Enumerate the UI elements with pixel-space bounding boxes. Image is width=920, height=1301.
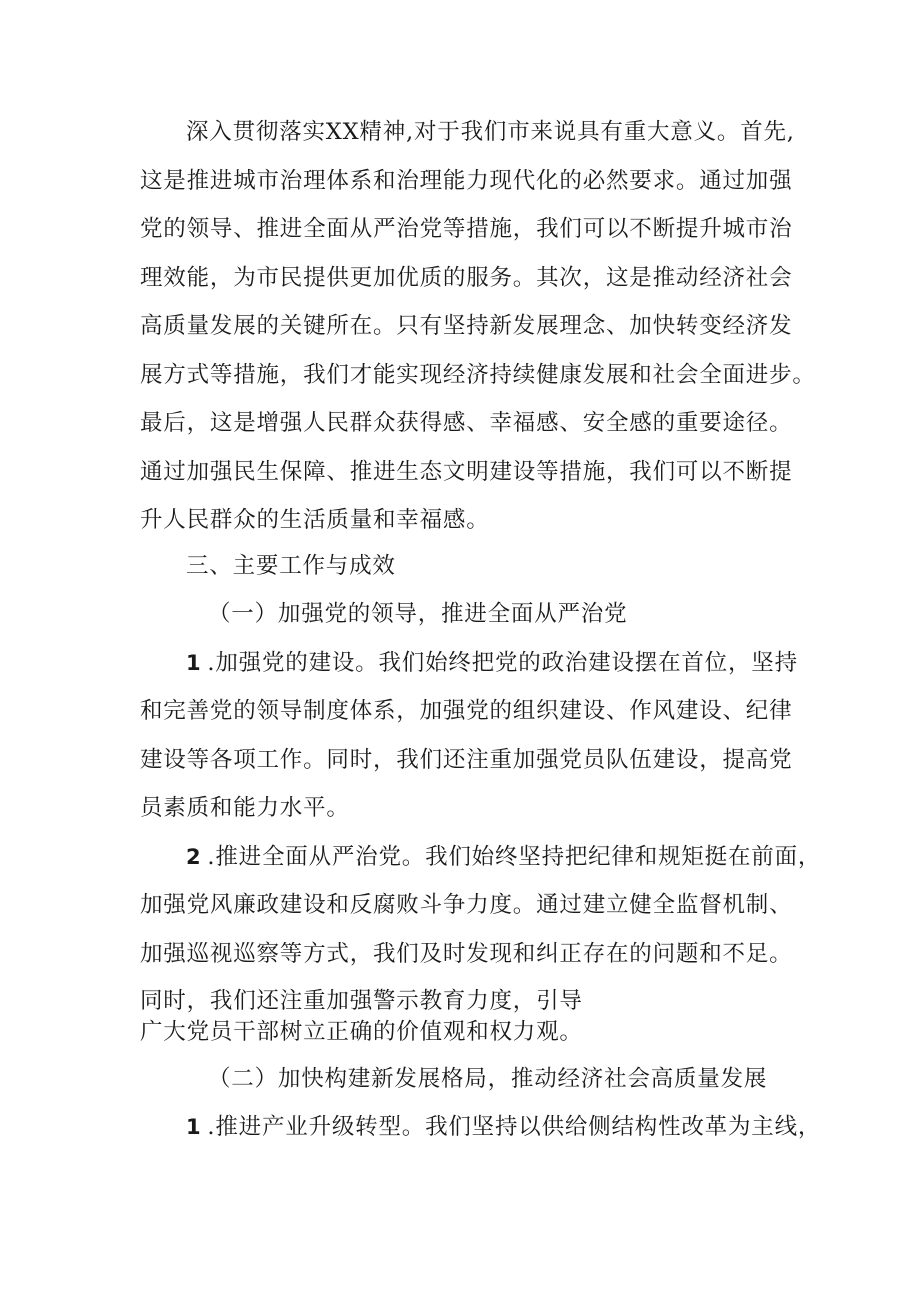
paragraph-line: 加强巡视巡察等方式，我们及时发现和纠正存在的问题和不足。	[140, 941, 793, 967]
item-text: .推进产业升级转型。我们坚持以供给侧结构性改革为主线，	[207, 1114, 822, 1140]
paragraph-line: 建设等各项工作。同时，我们还注重加强党员队伍建设，提高党	[140, 747, 793, 773]
paragraph-line: 理效能，为市民提供更加优质的服务。其次，这是推动经济社会	[140, 265, 793, 291]
paragraph-line: 高质量发展的关键所在。只有坚持新发展理念、加快转变经济发	[140, 313, 793, 339]
paragraph-line: 员素质和能力水平。	[140, 795, 350, 821]
paragraph-line: 广大党员干部树立正确的价值观和权力观。	[140, 1019, 583, 1045]
list-item-first-line	[186, 842, 821, 872]
paragraph-line: 党的领导、推进全面从严治党等措施，我们可以不断提升城市治	[140, 216, 793, 242]
paragraph-line: 展方式等措施，我们才能实现经济持续健康发展和社会全面进步。	[140, 362, 816, 388]
paragraph-line: 通过加强民生保障、推进生态文明建设等措施，我们可以不断提	[140, 459, 793, 485]
list-item-first-line	[186, 1112, 821, 1142]
paragraph-line: 加强党风廉政建设和反腐败斗争力度。通过建立健全监督机制、	[140, 892, 793, 918]
item-number: 1	[186, 1115, 202, 1139]
paragraph-line: 这是推进城市治理体系和治理能力现代化的必然要求。通过加强	[140, 168, 793, 194]
subsection-heading: （一）加强党的领导，推进全面从严治党	[208, 601, 628, 627]
item-text: .推进全面从严治党。我们始终坚持把纪律和规矩挺在前面，	[207, 844, 822, 870]
list-item-first-line	[186, 648, 798, 678]
section-heading: 三、主要工作与成效	[186, 553, 396, 579]
paragraph-line: 和完善党的领导制度体系，加强党的组织建设、作风建设、纪律	[140, 698, 793, 724]
item-number: 2	[186, 845, 202, 869]
paragraph-line: 同时，我们还注重加强警示教育力度，引导	[140, 988, 583, 1014]
paragraph-line: 深入贯彻落实XX精神,对于我们市来说具有重大意义。首先,	[186, 119, 795, 145]
paragraph-line: 最后，这是增强人民群众获得感、幸福感、安全感的重要途径。	[140, 410, 793, 436]
item-number: 1	[186, 651, 202, 675]
item-text: .加强党的建设。我们始终把党的政治建设摆在首位，坚持	[207, 650, 798, 676]
subsection-heading: （二）加快构建新发展格局，推动经济社会高质量发展	[208, 1066, 768, 1092]
paragraph-line: 升人民群众的生活质量和幸福感。	[140, 507, 490, 533]
